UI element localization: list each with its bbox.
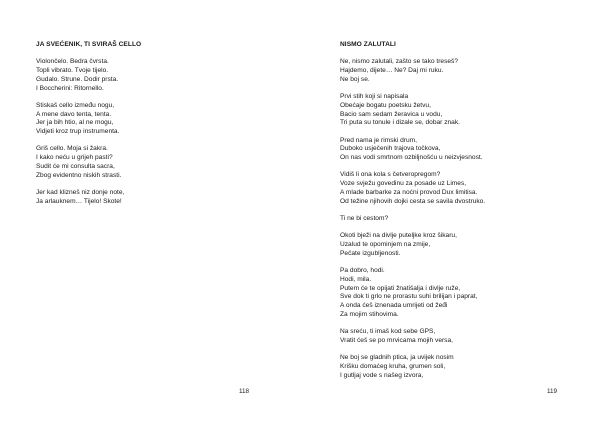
verse-line: Okoti bježi na divlje puteljke kroz šikaru,	[340, 232, 457, 240]
verse-line: Na sreću, ti imaš kod sebe GPS,	[340, 328, 436, 336]
left-poem	[36, 41, 286, 215]
stanza	[340, 267, 590, 319]
verse-line: Hajdemo, dijete… Ne? Daj mi ruku.	[340, 67, 444, 75]
verse-line: I kako neću u grijeh pasti?	[36, 154, 113, 162]
poem-title: NISMO ZALUTALI	[340, 41, 396, 48]
stanza	[340, 137, 590, 163]
verse-line: Tri puta su tonule i dizale se, dobar znak.	[340, 119, 460, 127]
verse-line: Ne boj se.	[340, 75, 370, 83]
verse-line: A onda ćeš iznenada umrijeti od žeđi	[340, 301, 448, 309]
stanza	[340, 58, 590, 84]
right-stanzas	[340, 58, 590, 380]
stanza	[340, 93, 590, 128]
verse-line: Jer ja bih htio, al ne mogu,	[36, 119, 114, 127]
verse-line: Za mojim stihovima.	[340, 310, 399, 318]
verse-line: Sve dok ti grlo ne prorastu suhi brilijan i paprat,	[340, 293, 478, 301]
stanza	[340, 171, 590, 206]
stanza	[340, 232, 590, 258]
stanza	[340, 215, 590, 224]
verse-line: On nas vodi smrtnom ozbiljnošću u neizvjesnost.	[340, 154, 483, 162]
verse-line: Zbog evidentno niskih strasti.	[36, 171, 122, 179]
stanza	[340, 328, 590, 345]
left-stanzas	[36, 58, 286, 206]
verse-line: Voze svježu govedinu za posade uz Limes,	[340, 180, 467, 188]
verse-line: Hodi, mila.	[340, 275, 372, 283]
right-poem	[340, 41, 590, 389]
verse-line: Duboko usječenih trajova točkova,	[340, 145, 441, 153]
stanza	[36, 189, 286, 206]
verse-line: Ne, nismo zalutali, zašto se tako treseš?	[340, 58, 459, 66]
poem-title: JA SVEĆENIK, TI SVIRAŠ CELLO	[36, 41, 142, 48]
verse-line: Putem će te opijati žnatišalja i divlje ruže,	[340, 284, 461, 292]
verse-line: A mene davo tenta, tenta.	[36, 110, 112, 118]
verse-line: Pred nama je rimski drum,	[340, 136, 417, 144]
stanza	[36, 58, 286, 93]
verse-line: Stiskaš cello između nogu,	[36, 101, 115, 109]
stanza	[36, 102, 286, 137]
verse-line: Uzalud te opominjem na zmije,	[340, 241, 431, 249]
verse-line: Bacio sam sedam žeravica u vodu,	[340, 110, 443, 118]
right-page	[300, 0, 600, 423]
verse-line: A mlade barbarke za noćni provod Dux limitisa.	[340, 188, 478, 196]
verse-line: Griš cello. Moja si žakra.	[36, 145, 108, 153]
page-number: 119	[547, 388, 558, 395]
verse-line: I gutljaj vode s našeg izvora,	[340, 371, 424, 379]
verse-line: I Boccherini: Ritornello.	[36, 84, 104, 92]
verse-line: Topli vibrato. Tvoje tijelo.	[36, 67, 109, 75]
verse-line: Sudit će mi consulta sacra,	[36, 162, 115, 170]
verse-line: Pa dobro, hodi.	[340, 267, 385, 275]
stanza	[36, 145, 286, 180]
verse-line: Pečate izgubljenosti.	[340, 249, 401, 257]
verse-line: Ti ne bi cestom?	[340, 214, 389, 222]
page-number: 118	[239, 388, 250, 395]
verse-line: Prvi stih koji si napisala	[340, 93, 409, 101]
verse-line: Krišku domaćeg kruha, grumen soli,	[340, 362, 446, 370]
verse-line: Ne boj se gladnih ptica, ja uvijek nosim	[340, 354, 454, 362]
verse-line: Od težine njihovih dojki cesta se savila dvostruko.	[340, 197, 486, 205]
verse-line: Vidiš li ona kola s četveropregom?	[340, 171, 441, 179]
verse-line: Vratit ćeš se po mrvicama mojih versa,	[340, 336, 453, 344]
verse-line: Obećaje bogatu poetsku žetvu,	[340, 101, 431, 109]
verse-line: Violončelo. Bedra čvrsta.	[36, 58, 109, 66]
verse-line: Ja arlauknem… Tijelo! Skote!	[36, 197, 122, 205]
stanza	[340, 354, 590, 380]
verse-line: Gudalo. Strune. Dodir prsta.	[36, 75, 119, 83]
verse-line: Vidjeti kroz trup instrumenta.	[36, 128, 120, 135]
verse-line: Jer kad klizneš niz donje note,	[36, 188, 125, 196]
